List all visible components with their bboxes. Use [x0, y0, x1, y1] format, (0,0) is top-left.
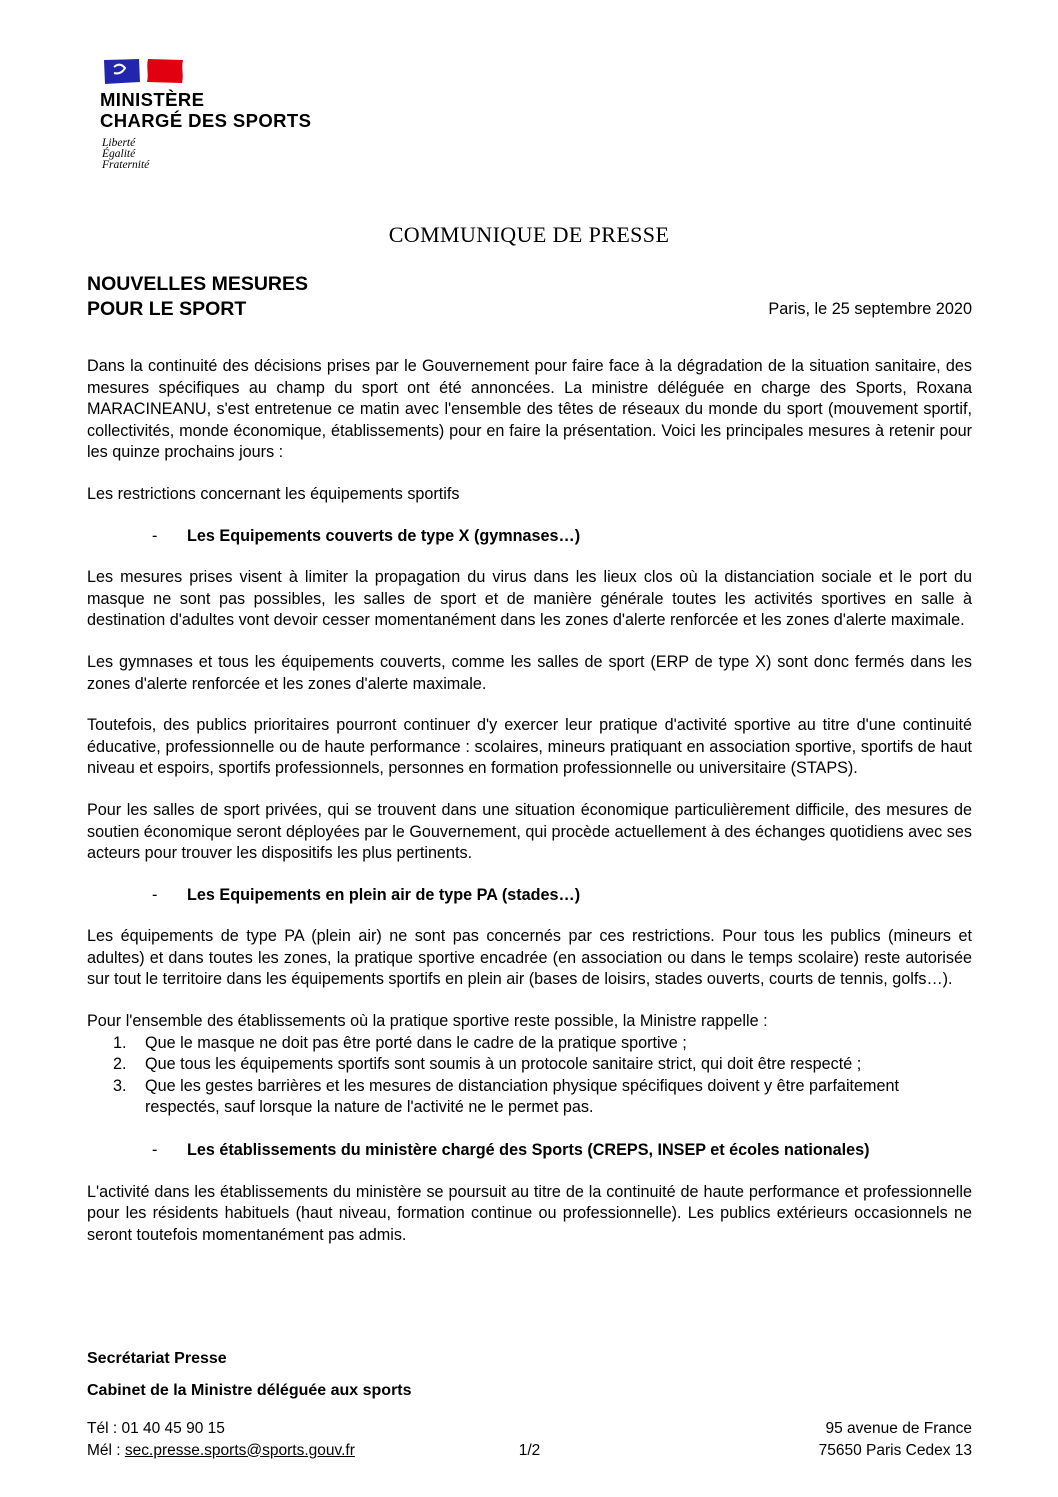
gov-logo: [100, 58, 311, 171]
french-flag-icon: [103, 58, 185, 85]
bullet-equipements-couverts: [87, 526, 972, 548]
intro-paragraph: Dans la continuité des décisions prises par le Gouvernement pour faire face à la dégradation de la situation sanitaire, des mesures spécifiques au champ du sport ont été annoncées. La ministre déléguée en charge des Sports, Roxana MARACINEANU, s'est entretenue ce matin avec l'ensemble des têtes de réseaux du monde du sport (mouvement sportif, collectivités, monde économique, établissements) pour en faire la présentation. Voici les principales mesures à retenir pour les quinze prochains jours :: [87, 357, 972, 462]
list-item: [87, 1054, 972, 1076]
ministry-line2: CHARGÉ DES SPORTS: [100, 110, 312, 131]
reminders-list: [87, 1033, 972, 1119]
motto-fraternite: Fraternité: [102, 159, 150, 171]
footer-contact: [87, 1418, 355, 1461]
motto-liberte: Liberté: [102, 137, 136, 149]
paragraph-activite: L'activité dans les établissements du ministère se poursuit au titre de la continuité de haute performance et professionnelle pour les résidents habituels (haut niveau, formation continue ou professionnelle). Les publics extérieurs occasionnels ne seront toutefois momentanément pas admis.: [87, 1182, 972, 1244]
paragraph-salles-privees: Pour les salles de sport privées, qui se trouvent dans une situation économique particulièrement difficile, des mesures de soutien économique seront déployées par le Gouvernement, qui procède actuellement à des échanges quotidiens avec ses acteurs pour trouver les dispositifs les plus pertinents.: [87, 800, 972, 863]
bullet-etablissements-label: Les établissements du ministère chargé des Sports (CREPS, INSEP et écoles nationales): [187, 1141, 870, 1160]
list-item: [87, 1033, 972, 1055]
bullet-dash: -: [152, 1141, 158, 1160]
bullet-equipements-plein-air-label: Les Equipements en plein air de type PA (stades…): [187, 885, 581, 904]
paragraph-mesures: Les mesures prises visent à limiter la propagation du virus dans les lieux clos où la distanciation sociale et le port du masque ne sont pas possibles, les salles de sport et de manière générale toutes les activités sportives en salle à destination d'adultes vont devoir cesser momentanément dans les zones d'alerte renforcée et les zones d'alerte maximale.: [87, 568, 972, 630]
footer-address: [819, 1418, 972, 1461]
footer-bottom-row: [87, 1418, 972, 1461]
list-item-number: 2.: [113, 1055, 127, 1074]
footer-phone: Tél : 01 40 45 90 15: [87, 1420, 225, 1437]
footer-cabinet: Cabinet de la Ministre déléguée aux sports: [87, 1382, 412, 1399]
paragraph-gymnases: Les gymnases et tous les équipements couverts, comme les salles de sport (ERP de type X) sont donc fermés dans les zones d'alerte renforcée et les zones d'alerte maximale.: [87, 652, 972, 693]
ministry-name: [100, 89, 311, 131]
dateline: Paris, le 25 septembre 2020: [768, 300, 972, 318]
title-row: [87, 272, 972, 321]
press-release-kicker: COMMUNIQUE DE PRESSE: [388, 222, 670, 247]
footer-email-label: Mél :: [87, 1441, 125, 1459]
paragraph-type-pa: Les équipements de type PA (plein air) ne sont pas concernés par ces restrictions. Pour tous les publics (mineurs et adultes) et dans toutes les zones, la pratique sportive encadrée (en association ou dans le temps scolaire) reste autorisée sur tout le territoire dans les équipements sportifs en plein air (bases de loisirs, stades ouverts, courts de tennis, golfs…).: [87, 927, 972, 989]
bullet-dash: -: [152, 885, 158, 904]
motto-egalite: Égalité: [102, 148, 136, 160]
bullet-dash: -: [152, 526, 158, 545]
list-item: [87, 1076, 972, 1119]
list-item-text: Que le masque ne doit pas être porté dans le cadre de la pratique sportive ;: [145, 1033, 687, 1052]
ministry-line1: MINISTÈRE: [100, 89, 205, 110]
republic-motto: [102, 138, 311, 171]
paragraph-ensemble: Pour l'ensemble des établissements où la pratique sportive reste possible, la Ministre rappelle :: [87, 1012, 768, 1031]
footer-address-line1: 95 avenue de France: [825, 1420, 972, 1437]
footer-email-link[interactable]: sec.presse.sports@sports.gouv.fr: [124, 1441, 355, 1459]
title-line1: NOUVELLES MESURES: [87, 273, 309, 295]
list-item-number: 1.: [113, 1033, 127, 1052]
list-item-text: Que les gestes barrières et les mesures de distanciation physique spécifiques doivent y être parfaitement respectés, sauf lorsque la nature de l'activité ne le permet pas.: [145, 1076, 900, 1117]
document-title: [87, 272, 308, 321]
bullet-etablissements: [87, 1140, 972, 1162]
footer-secretariat: Secrétariat Presse: [87, 1350, 227, 1367]
restrictions-heading: Les restrictions concernant les équipements sportifs: [87, 484, 460, 503]
list-item-number: 3.: [113, 1076, 127, 1095]
paragraph-toutefois: Toutefois, des publics prioritaires pourront continuer d'y exercer leur pratique d'activité sportive au titre d'une continuité éducative, professionnelle ou de haute performance : scolaires, mineurs pratiquant en association sportive, sportifs de haut niveau et espoirs, sportifs professionnels, personnes en formation professionnelle ou universitaire (STAPS).: [87, 716, 972, 778]
footer-address-line2: 75650 Paris Cedex 13: [818, 1441, 972, 1459]
list-item-text: Que tous les équipements sportifs sont soumis à un protocole sanitaire strict, qui doit être respecté ;: [145, 1055, 862, 1074]
footer-email-line: [87, 1440, 355, 1462]
page-number: 1/2: [518, 1441, 541, 1459]
document-body: [87, 356, 972, 1266]
bullet-equipements-couverts-label: Les Equipements couverts de type X (gymnases…): [187, 526, 581, 545]
bullet-equipements-plein-air: [87, 885, 972, 907]
title-line2: POUR LE SPORT: [87, 297, 247, 320]
